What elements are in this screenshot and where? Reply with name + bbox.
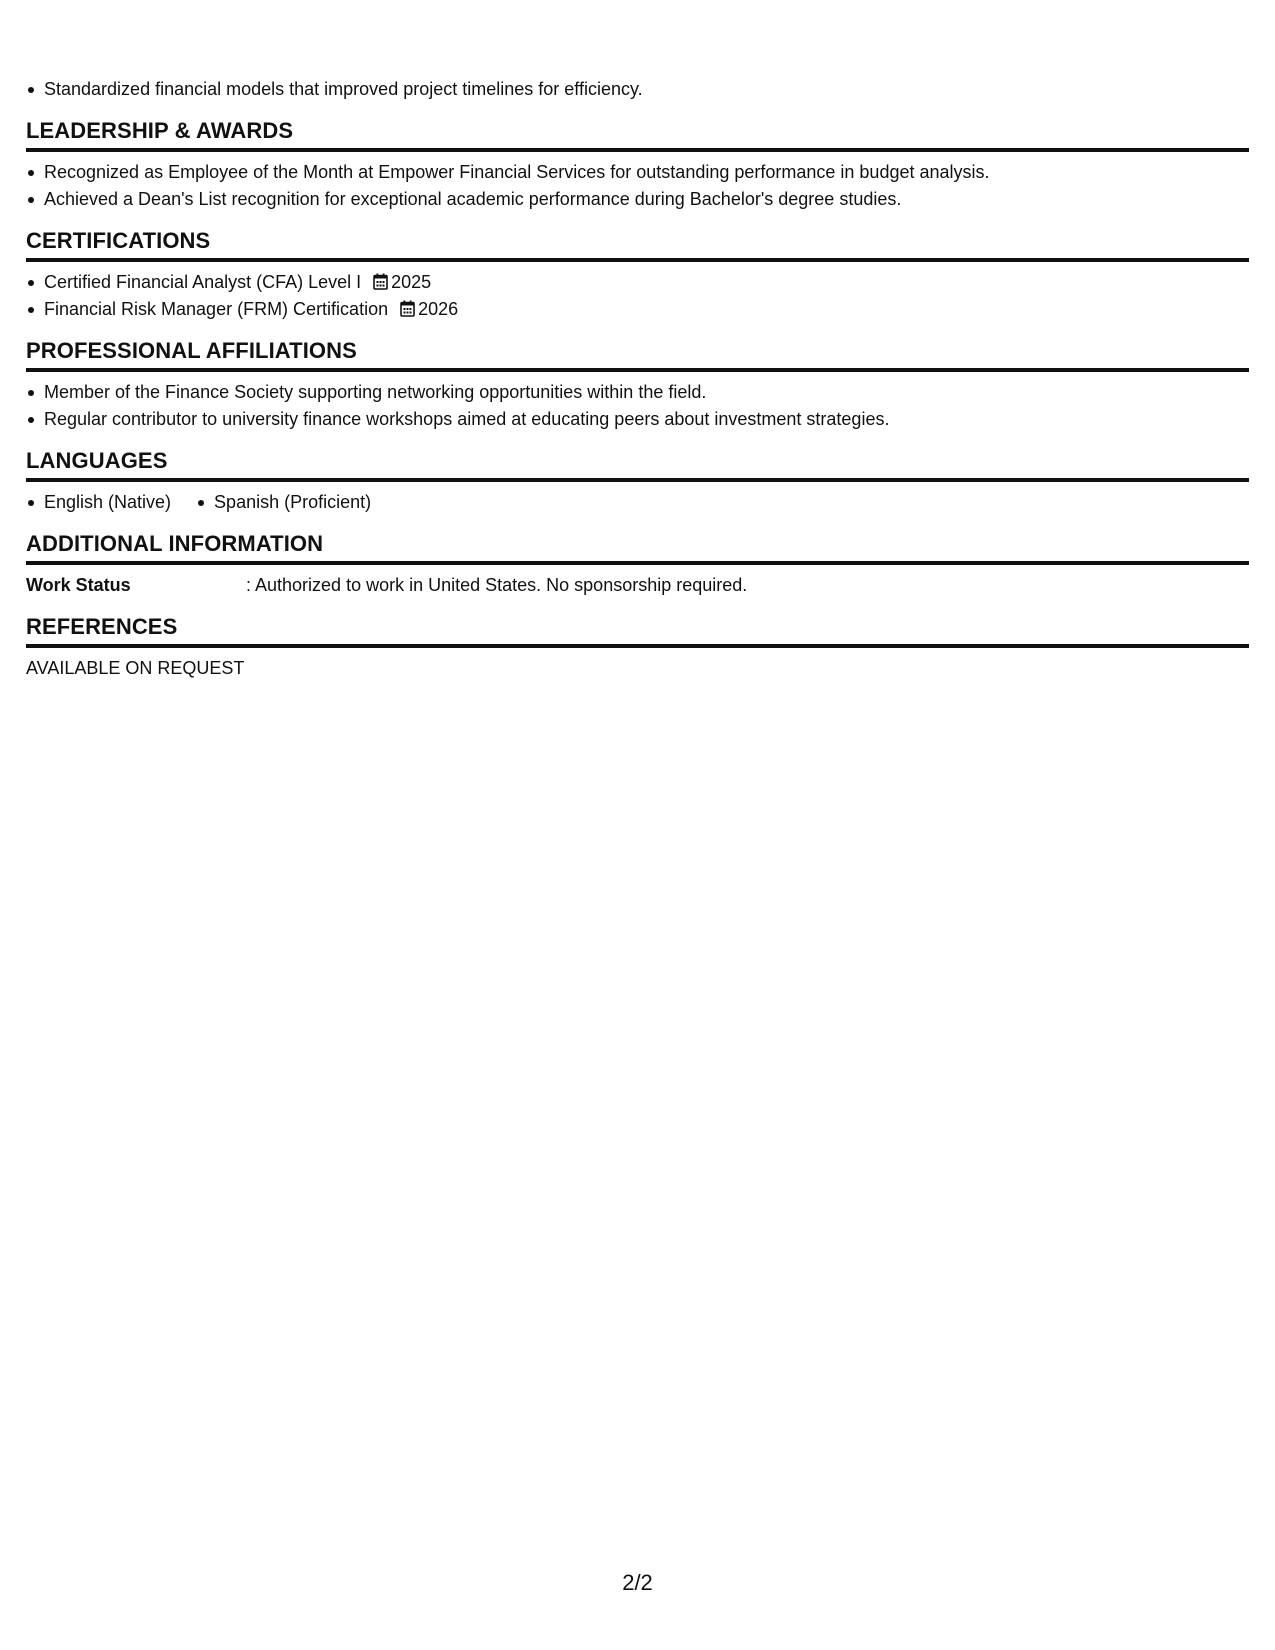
references-section [26, 613, 1249, 682]
list-item: Recognized as Employee of the Month at Empower Financial Services for outstanding performance in budget analysis. [26, 159, 1249, 186]
section-title: REFERENCES [26, 613, 1249, 648]
affiliations-section [26, 337, 1249, 433]
certification-item [26, 296, 1249, 323]
leadership-list [26, 159, 1249, 213]
work-status-row [26, 572, 1249, 599]
certification-year: 2026 [418, 299, 459, 319]
section-title: LEADERSHIP & AWARDS [26, 117, 1249, 152]
experience-continued-list [26, 76, 1249, 103]
certification-name: Financial Risk Manager (FRM) Certification [44, 299, 389, 319]
languages-list [26, 489, 1249, 516]
additional-info-section [26, 530, 1249, 599]
resume-page [26, 76, 1249, 682]
work-status-value: : Authorized to work in United States. No sponsorship required. [246, 575, 748, 595]
language-item: Spanish (Proficient) [196, 489, 371, 516]
calendar-icon [373, 273, 388, 290]
certification-item [26, 269, 1249, 296]
certification-name: Certified Financial Analyst (CFA) Level I [44, 272, 362, 292]
section-title: CERTIFICATIONS [26, 227, 1249, 262]
certifications-list [26, 269, 1249, 323]
section-title: ADDITIONAL INFORMATION [26, 530, 1249, 565]
references-text: AVAILABLE ON REQUEST [26, 658, 245, 678]
leadership-section [26, 117, 1249, 213]
list-item: Regular contributor to university finance workshops aimed at educating peers about investment strategies. [26, 406, 1249, 433]
certification-year: 2025 [391, 272, 432, 292]
languages-section [26, 447, 1249, 516]
calendar-icon [400, 300, 415, 317]
list-item: Achieved a Dean's List recognition for exceptional academic performance during Bachelor's degree studies. [26, 186, 1249, 213]
affiliations-list [26, 379, 1249, 433]
page-number: 2/2 [622, 1570, 653, 1595]
language-item: English (Native) [26, 489, 171, 516]
section-title: LANGUAGES [26, 447, 1249, 482]
section-title: PROFESSIONAL AFFILIATIONS [26, 337, 1249, 372]
certifications-section [26, 227, 1249, 323]
list-item: Standardized financial models that improved project timelines for efficiency. [26, 76, 1249, 103]
work-status-label: Work Status [26, 575, 131, 595]
list-item: Member of the Finance Society supporting networking opportunities within the field. [26, 379, 1249, 406]
